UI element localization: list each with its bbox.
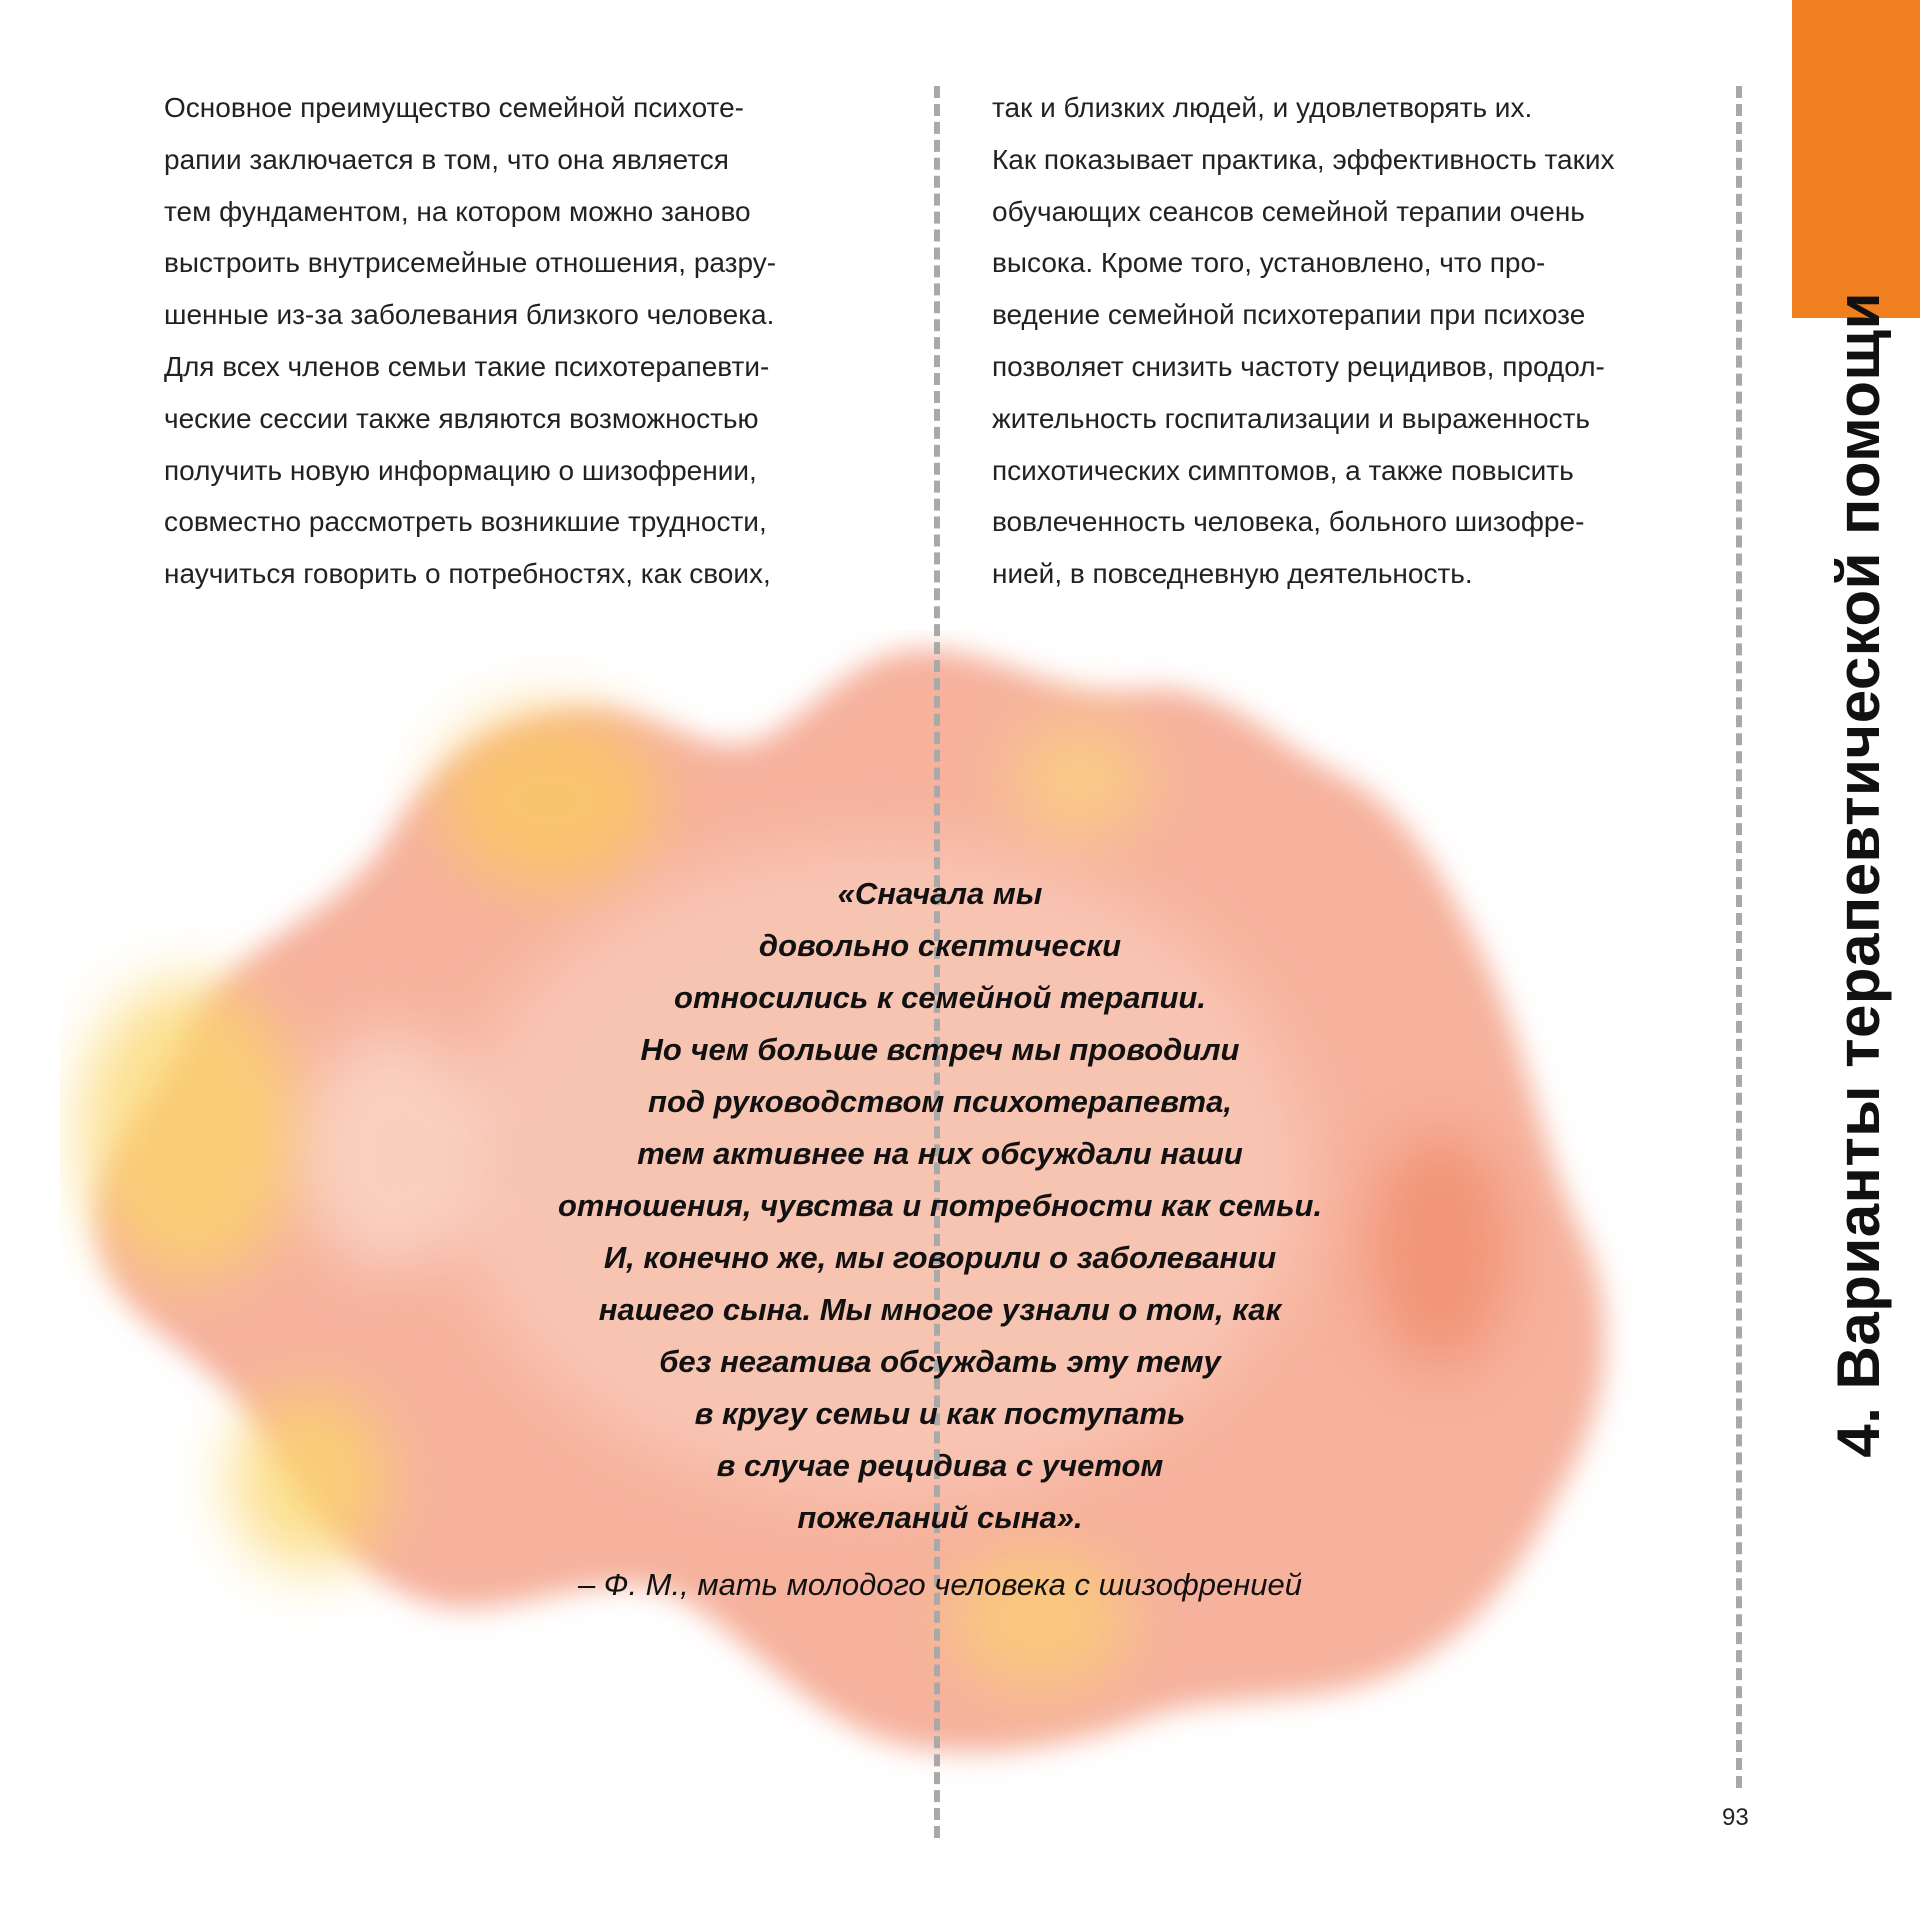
chapter-title [1789, 292, 1920, 1458]
text-line: так и близких людей, и удовлетворять их. [992, 92, 1533, 123]
text-line: рапии заключается в том, что она является [164, 143, 729, 175]
quote-line: довольно скептически [758, 928, 1122, 963]
text-line: обучающих сеансов семейной терапии очень [992, 195, 1585, 227]
text-line: шенные из-за заболевания близкого человека. [164, 299, 775, 331]
quote-line: в кругу семьи и как поступать [694, 1396, 1186, 1431]
quote-line: без негатива обсуждать эту тему [659, 1344, 1221, 1379]
quote-line: нашего сына. Мы многое узнали о том, как [598, 1292, 1282, 1327]
page-number: 93 [1722, 1804, 1749, 1831]
text-line: ведение семейной психотерапии при психозе [992, 299, 1586, 331]
right-column-text [992, 82, 1732, 600]
text-line: Как показывает практика, эффективность таких [992, 143, 1615, 175]
text-line: жительность госпитализации и выраженность [992, 402, 1590, 434]
text-line: Основное преимущество семейной психоте- [164, 92, 744, 123]
quote-line: Но чем больше встреч мы проводили [640, 1032, 1240, 1067]
quote-line: под руководством психотерапевта, [648, 1084, 1232, 1119]
text-line: тем фундаментом, на котором можно заново [164, 195, 751, 227]
left-column-text [164, 82, 904, 600]
text-line: получить новую информацию о шизофрении, [164, 454, 757, 486]
text-line: выстроить внутрисемейные отношения, разру- [164, 247, 777, 279]
text-line: психотических симптомов, а также повысить [992, 454, 1574, 486]
quote-line: отношения, чувства и потребности как семьи. [557, 1188, 1323, 1223]
pull-quote [470, 868, 1410, 1544]
quote-line: пожеланий сына». [797, 1500, 1083, 1535]
quote-line: относились к семейной терапии. [674, 980, 1206, 1015]
quote-line: тем активнее на них обсуждали наши [637, 1136, 1243, 1171]
quote-attribution: – Ф. М., мать молодого человека с шизофренией [577, 1567, 1303, 1602]
text-line: совместно рассмотреть возникшие трудности, [164, 506, 767, 538]
text-line: Для всех членов семьи такие психотерапевти- [164, 350, 770, 382]
text-line: высока. Кроме того, установлено, что про- [992, 247, 1546, 279]
text-line: научиться говорить о потребностях, как своих, [164, 558, 771, 590]
quote-line: И, конечно же, мы говорили о заболевании [603, 1240, 1277, 1275]
text-line: позволяет снизить частоту рецидивов, продол- [992, 350, 1605, 382]
text-line: нией, в повседневную деятельность. [992, 558, 1473, 590]
text-line: вовлеченность человека, больного шизофре- [992, 506, 1585, 538]
text-line: ческие сессии также являются возможностью [164, 402, 759, 434]
chapter-tab [1792, 0, 1920, 318]
chapter-title-text: 4. Варианты терапевтической помощи [1824, 292, 1892, 1458]
margin-divider [1736, 86, 1742, 1788]
quote-line: «Сначала мы [837, 876, 1043, 911]
quote-line: в случае рецидива с учетом [716, 1448, 1164, 1483]
